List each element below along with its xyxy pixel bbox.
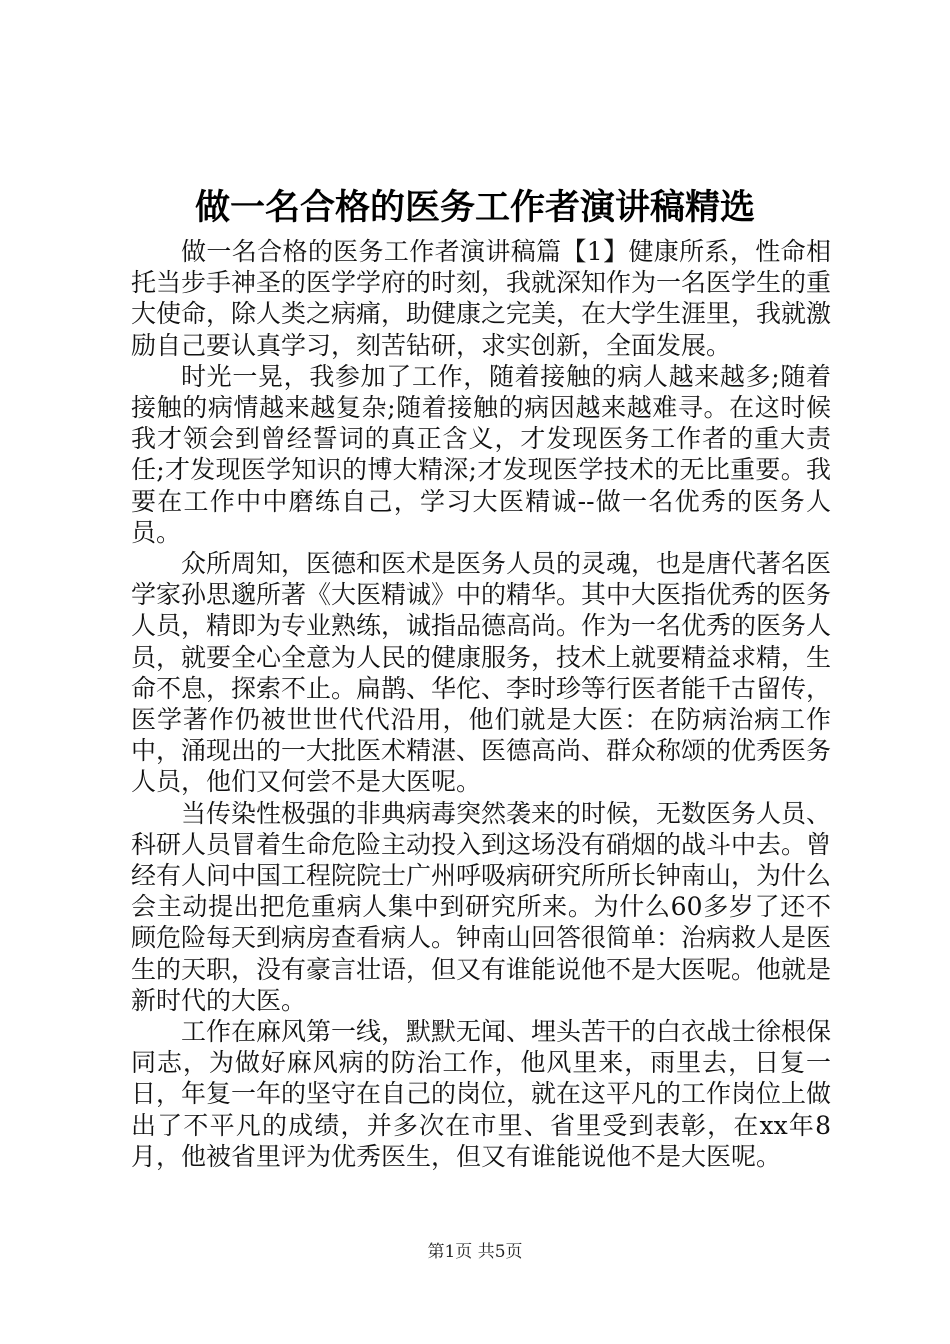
paragraph-5: 工作在麻风第一线，默默无闻、埋头苦干的白衣战士徐根保同志，为做好麻风病的防治工作，他风里来，雨里去，日复一日，年复一年的坚守在自己的岗位，就在这平凡的工作岗位上做出了不平凡的成绩，并多次在市里、省里受到表彰，在xx年8月，他被省里评为优秀医生，但又有谁能说他不是大医呢。	[131, 1017, 832, 1171]
paragraph-2: 时光一晃，我参加了工作，随着接触的病人越来越多;随着接触的病情越来越复杂;随着接触的病因越来越难寻。在这时候我才领会到曾经誓词的真正含义，才发现医务工作者的重大责任;才发现医学知识的博大精深;才发现医学技术的无比重要。我要在工作中中磨练自己，学习大医精诚--做一名优秀的医务人员。	[131, 361, 831, 547]
paragraph-3: 众所周知，医德和医术是医务人员的灵魂，也是唐代著名医学家孙思邈所著《大医精诚》中的精华。其中大医指优秀的医务人员，精即为专业熟练，诚指品德高尚。作为一名优秀的医务人员，就要全心全意为人民的健康服务，技术上就要精益求精，生命不息，探索不止。扁鹊、华佗、李时珍等行医者能千古留传，医学著作仍被世世代代沿用，他们就是大医：在防病治病工作中，涌现出的一大批医术精湛、医德高尚、群众称颂的优秀医务人员，他们又何尝不是大医呢。	[131, 549, 832, 797]
document-body	[131, 236, 831, 1172]
paragraph-1: 做一名合格的医务工作者演讲稿篇【1】健康所系，性命相托当步手神圣的医学学府的时刻，我就深知作为一名医学生的重大使命，除人类之病痛，助健康之完美，在大学生涯里，我就激励自己要认真学习，刻苦钻研，求实创新，全面发展。	[131, 237, 832, 360]
document-title: 做一名合格的医务工作者演讲稿精选	[194, 187, 755, 228]
page-number-footer: 第1页 共5页	[427, 1242, 523, 1262]
paragraph-4: 当传染性极强的非典病毒突然袭来的时候，无数医务人员、科研人员冒着生命危险主动投入到这场没有硝烟的战斗中去。曾经有人问中国工程院院士广州呼吸病研究所所长钟南山，为什么会主动提出把危重病人集中到研究所来。为什么60多岁了还不顾危险每天到病房查看病人。钟南山回答很简单：治病救人是医生的天职，没有豪言壮语，但又有谁能说他不是大医呢。他就是新时代的大医。	[131, 798, 832, 1015]
